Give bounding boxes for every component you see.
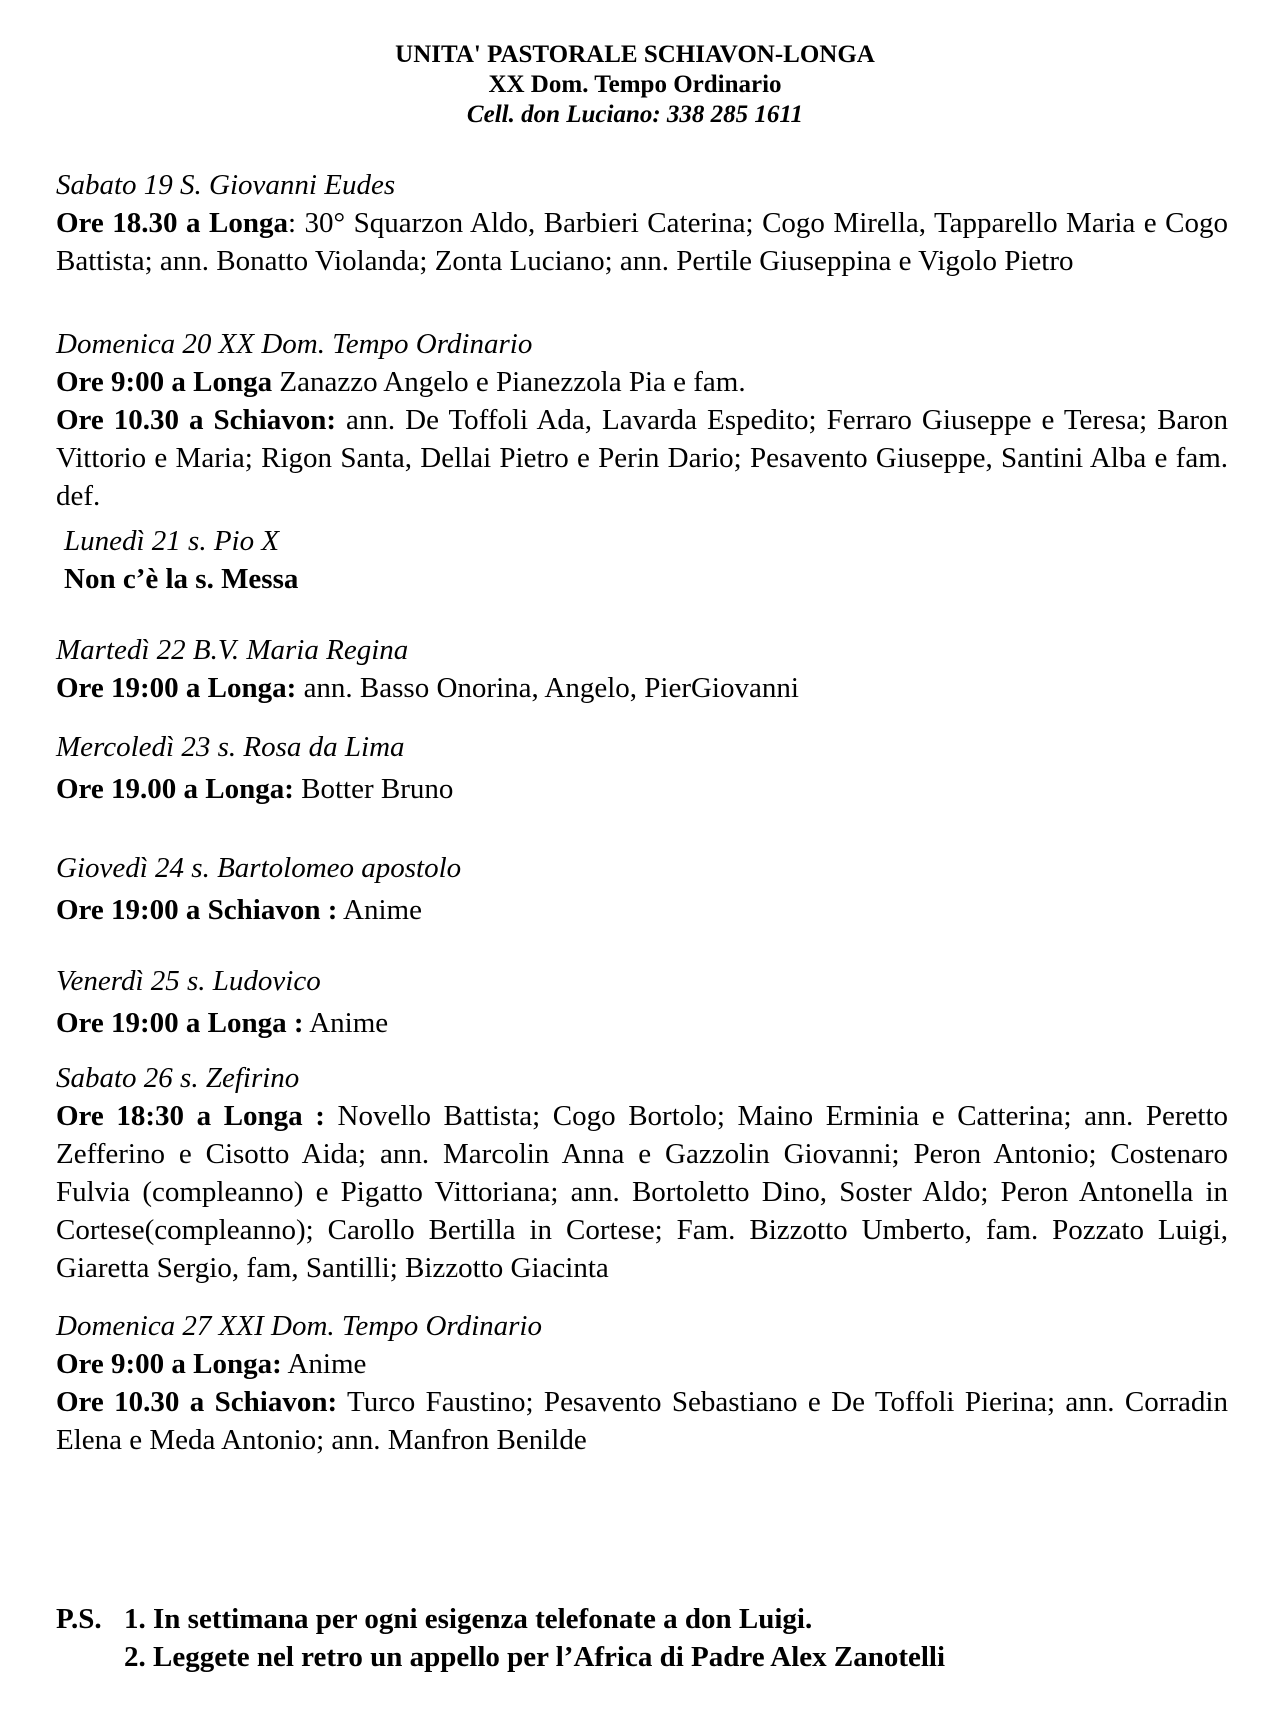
mass-time-place: Ore 19.00 a Longa: [56, 773, 294, 805]
postscript-text: 1. In settimana per ogni esigenza telefonate a don Luigi. [124, 1603, 813, 1635]
mass-intentions: ann. De Toffoli Ada, Lavarda Espedito; Ferraro Giuseppe e Teresa; Baron Vittorio e Maria; Rigon Santa, Dellai Pietro e Perin Dario; Pesavento Giuseppe, Santini Alba e fam. def. [56, 404, 1229, 512]
mass-time-place: Ore 19:00 a Longa: [56, 672, 297, 704]
no-mass-notice: Non c’è la s. Messa [64, 563, 299, 595]
mass-intentions: ann. Basso Onorina, Angelo, PierGiovanni [296, 672, 799, 704]
postscript-text: 2. Leggete nel retro un appello per l’Africa di Padre Alex Zanotelli [124, 1641, 946, 1673]
postscript-item [56, 1638, 1228, 1676]
mass-time-place: Ore 10.30 a Schiavon: [56, 1386, 338, 1418]
day-title: Giovedì 24 s. Bartolomeo apostolo [56, 852, 462, 884]
mass-entry [56, 401, 1228, 515]
day-entry [56, 728, 1228, 808]
mass-entry [56, 669, 1228, 707]
document-header [0, 40, 1270, 130]
day-title: Sabato 26 s. Zefirino [56, 1062, 300, 1094]
mass-entry [56, 363, 1228, 401]
mass-intentions: Anime [337, 894, 422, 926]
mass-intentions: Anime [303, 1007, 389, 1039]
mass-intentions: : 30° Squarzon Aldo, Barbieri Caterina; Cogo Mirella, Tapparello Maria e Cogo Battista; ann. Bonatto Violanda; Zonta Luciano; ann. Pertile Giuseppina e Vigolo Pietro [56, 207, 1229, 277]
day-entry [56, 962, 1228, 1042]
mass-intentions: Anime [281, 1348, 367, 1380]
mass-entry [56, 1345, 1228, 1383]
day-title: Mercoledì 23 s. Rosa da Lima [56, 731, 405, 763]
mass-time-place: Ore 10.30 a Schiavon: [56, 404, 337, 436]
mass-time-place: Ore 9:00 a Longa [56, 366, 273, 398]
day-entry [56, 166, 1228, 280]
mass-time-place: Ore 9:00 a Longa: [56, 1348, 282, 1380]
mass-entry [56, 770, 1228, 808]
mass-intentions: Novello Battista; Cogo Bortolo; Maino Erminia e Catterina; ann. Peretto Zefferino e Cisotto Aida; ann. Marcolin Anna e Gazzolin Giovanni; Peron Antonio; Costenaro Fulvia (compleanno) e Pigatto Vittoriana; ann. Bortoletto Dino, Soster Aldo; Peron Antonella in Cortese(compleanno); Carollo Bertilla in Cortese; Fam. Bizzotto Umberto, fam. Pozzato Luigi, Giaretta Sergio, fam, Santilli; Bizzotto Giacinta [56, 1100, 1229, 1284]
day-title: Martedì 22 B.V. Maria Regina [56, 634, 409, 666]
phone-contact: Cell. don Luciano: 338 285 1611 [466, 101, 804, 128]
mass-intentions: Botter Bruno [293, 773, 454, 805]
day-title: Venerdì 25 s. Ludovico [56, 965, 321, 997]
day-entry [56, 631, 1228, 707]
mass-entry [56, 204, 1228, 280]
mass-entry [56, 1097, 1228, 1287]
postscript-item [56, 1600, 1228, 1638]
day-entry [56, 522, 1236, 598]
mass-entry [56, 1383, 1228, 1459]
day-title: Domenica 20 XX Dom. Tempo Ordinario [56, 328, 533, 360]
mass-time-place: Ore 19:00 a Longa : [56, 1007, 304, 1039]
mass-intentions: Turco Faustino; Pesavento Sebastiano e De Toffoli Pierina; ann. Corradin Elena e Meda Antonio; ann. Manfron Benilde [56, 1386, 1228, 1456]
sunday-title: XX Dom. Tempo Ordinario [488, 71, 782, 98]
day-entry [56, 849, 1228, 929]
day-title: Domenica 27 XXI Dom. Tempo Ordinario [56, 1310, 542, 1342]
day-title: Sabato 19 S. Giovanni Eudes [56, 169, 396, 201]
mass-entry [56, 891, 1228, 929]
mass-time-place: Ore 19:00 a Schiavon : [56, 894, 338, 926]
day-entry [56, 1307, 1228, 1459]
parish-unit-title: UNITA' PASTORALE SCHIAVON-LONGA [395, 41, 875, 68]
day-title: Lunedì 21 s. Pio X [64, 525, 280, 557]
mass-intentions: Zanazzo Angelo e Pianezzola Pia e fam. [272, 366, 746, 398]
postscript-prefix: P.S. [56, 1603, 102, 1635]
postscript [56, 1600, 1228, 1676]
mass-time-place: Ore 18:30 a Longa : [56, 1100, 325, 1132]
day-entry [56, 1059, 1228, 1287]
mass-entry [56, 1004, 1228, 1042]
day-entry [56, 325, 1228, 515]
mass-time-place: Ore 18.30 a Longa [56, 207, 288, 239]
